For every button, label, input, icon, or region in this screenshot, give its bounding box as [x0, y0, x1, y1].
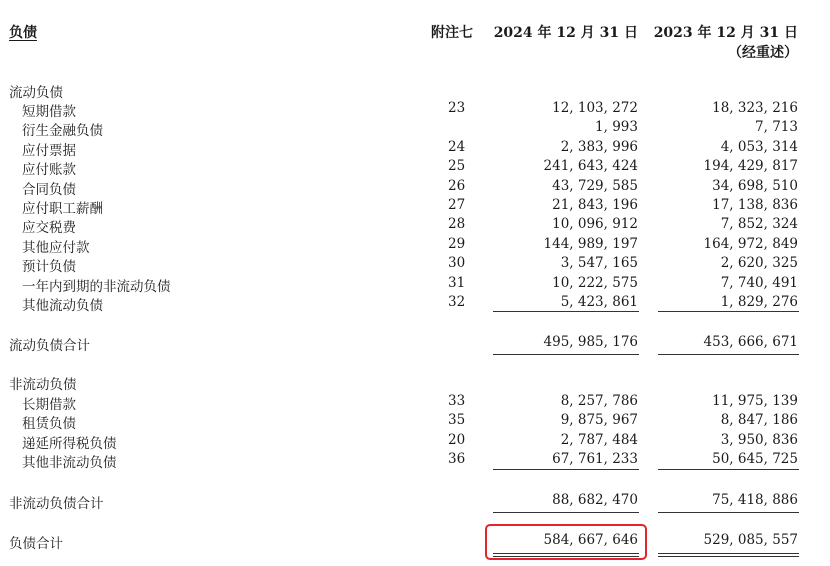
row-value-2024: 10, 096, 912	[552, 216, 638, 233]
row-label: 递延所得税负债	[22, 435, 117, 452]
row-note: 30	[448, 255, 466, 272]
row-note: 29	[448, 235, 466, 252]
row-label: 短期借款	[22, 104, 76, 120]
note-column-header: 附注七	[431, 25, 473, 41]
row-note: 31	[448, 274, 466, 291]
row-value-2024: 2, 787, 484	[560, 431, 638, 448]
row-value-2023: 50, 645, 725	[712, 451, 798, 468]
row-value-2024: 8, 257, 786	[560, 393, 638, 409]
row-label: 应付账款	[22, 162, 76, 179]
current-total-rule-2023	[658, 354, 799, 355]
highlight-box	[485, 524, 647, 560]
noncurrent-subtotal-rule-2024	[493, 469, 639, 470]
row-value-2023: 7, 713	[755, 119, 798, 136]
row-label: 预计负债	[22, 259, 76, 276]
row-label: 一年内到期的非流动负债	[22, 278, 171, 295]
row-value-2024: 1, 993	[595, 119, 638, 136]
column-header-2023: 2023 年 12 月 31 日	[653, 25, 798, 41]
row-value-2024: 43, 729, 585	[552, 177, 638, 194]
row-value-2023: 11, 975, 139	[712, 393, 798, 409]
row-value-2023: 1, 829, 276	[720, 294, 798, 310]
current-total-2023: 453, 666, 671	[703, 334, 798, 350]
row-value-2023: 4, 053, 314	[720, 138, 798, 155]
row-value-2023: 7, 740, 491	[720, 274, 798, 291]
column-header-2024: 2024 年 12 月 31 日	[493, 25, 638, 41]
row-note: 25	[448, 158, 466, 175]
noncurrent-total-label: 非流动负债合计	[9, 496, 104, 512]
row-note: 26	[448, 177, 466, 194]
noncurrent-total-rule-2023	[658, 512, 799, 513]
row-value-2024: 21, 843, 196	[552, 197, 638, 213]
row-note: 36	[448, 451, 466, 468]
row-label: 应付票据	[22, 142, 76, 159]
row-value-2023: 3, 950, 836	[720, 431, 798, 448]
row-label: 应交税费	[22, 220, 76, 237]
subtotal-rule-2023	[658, 311, 799, 312]
row-value-2024: 67, 761, 233	[552, 451, 638, 468]
row-value-2024: 2, 383, 996	[560, 138, 638, 155]
noncurrent-total-2024: 88, 682, 470	[552, 492, 638, 508]
noncurrent-total-rule-2024	[493, 512, 639, 513]
row-note: 20	[448, 431, 466, 448]
row-value-2023: 2, 620, 325	[720, 255, 798, 272]
noncurrent-total-2023: 75, 418, 886	[712, 492, 798, 508]
row-value-2024: 241, 643, 424	[543, 158, 638, 175]
table-title: 负债	[9, 25, 37, 41]
row-value-2023: 164, 972, 849	[703, 235, 798, 252]
row-value-2024: 12, 103, 272	[552, 100, 638, 116]
row-value-2023: 7, 852, 324	[720, 216, 798, 233]
row-value-2024: 144, 989, 197	[543, 235, 638, 252]
row-value-2024: 10, 222, 575	[552, 274, 638, 291]
row-label: 合同负债	[22, 181, 76, 198]
row-label: 租赁负债	[22, 416, 76, 433]
row-note: 33	[448, 393, 466, 409]
row-value-2024: 5, 423, 861	[560, 294, 638, 310]
current-total-2024: 495, 985, 176	[543, 334, 638, 350]
grand-total-2024: 584, 667, 646	[543, 532, 638, 548]
row-label: 其他流动负债	[22, 298, 103, 314]
row-value-2023: 17, 138, 836	[712, 197, 798, 213]
row-label: 衍生金融负债	[22, 123, 103, 140]
row-note: 27	[448, 197, 466, 213]
row-note: 24	[448, 138, 466, 155]
row-value-2024: 3, 547, 165	[560, 255, 638, 272]
row-value-2023: 194, 429, 817	[703, 158, 798, 175]
grand-total-label: 负债合计	[9, 536, 63, 552]
current-total-rule-2024	[493, 354, 639, 355]
row-value-2023: 18, 323, 216	[712, 100, 798, 116]
row-label: 其他应付款	[22, 239, 90, 256]
row-label: 应付职工薪酬	[22, 201, 103, 217]
row-label: 长期借款	[22, 397, 76, 413]
grand-total-2023: 529, 085, 557	[703, 532, 798, 548]
section-label-noncurrent: 非流动负债	[9, 377, 77, 393]
row-note: 23	[448, 100, 466, 116]
row-value-2023: 34, 698, 510	[712, 177, 798, 194]
current-total-label: 流动负债合计	[9, 338, 90, 354]
section-label-current: 流动负债	[9, 85, 63, 101]
row-label: 其他非流动负债	[22, 455, 117, 472]
row-value-2023: 8, 847, 186	[720, 412, 798, 429]
grand-total-double-rule-2023	[658, 553, 799, 557]
row-note: 28	[448, 216, 466, 233]
row-value-2024: 9, 875, 967	[560, 412, 638, 429]
row-note: 32	[448, 294, 466, 310]
noncurrent-subtotal-rule-2023	[658, 469, 799, 470]
column-header-2023-restated: （经重述）	[728, 45, 798, 61]
row-note: 35	[448, 412, 466, 429]
subtotal-rule-2024	[493, 311, 639, 312]
